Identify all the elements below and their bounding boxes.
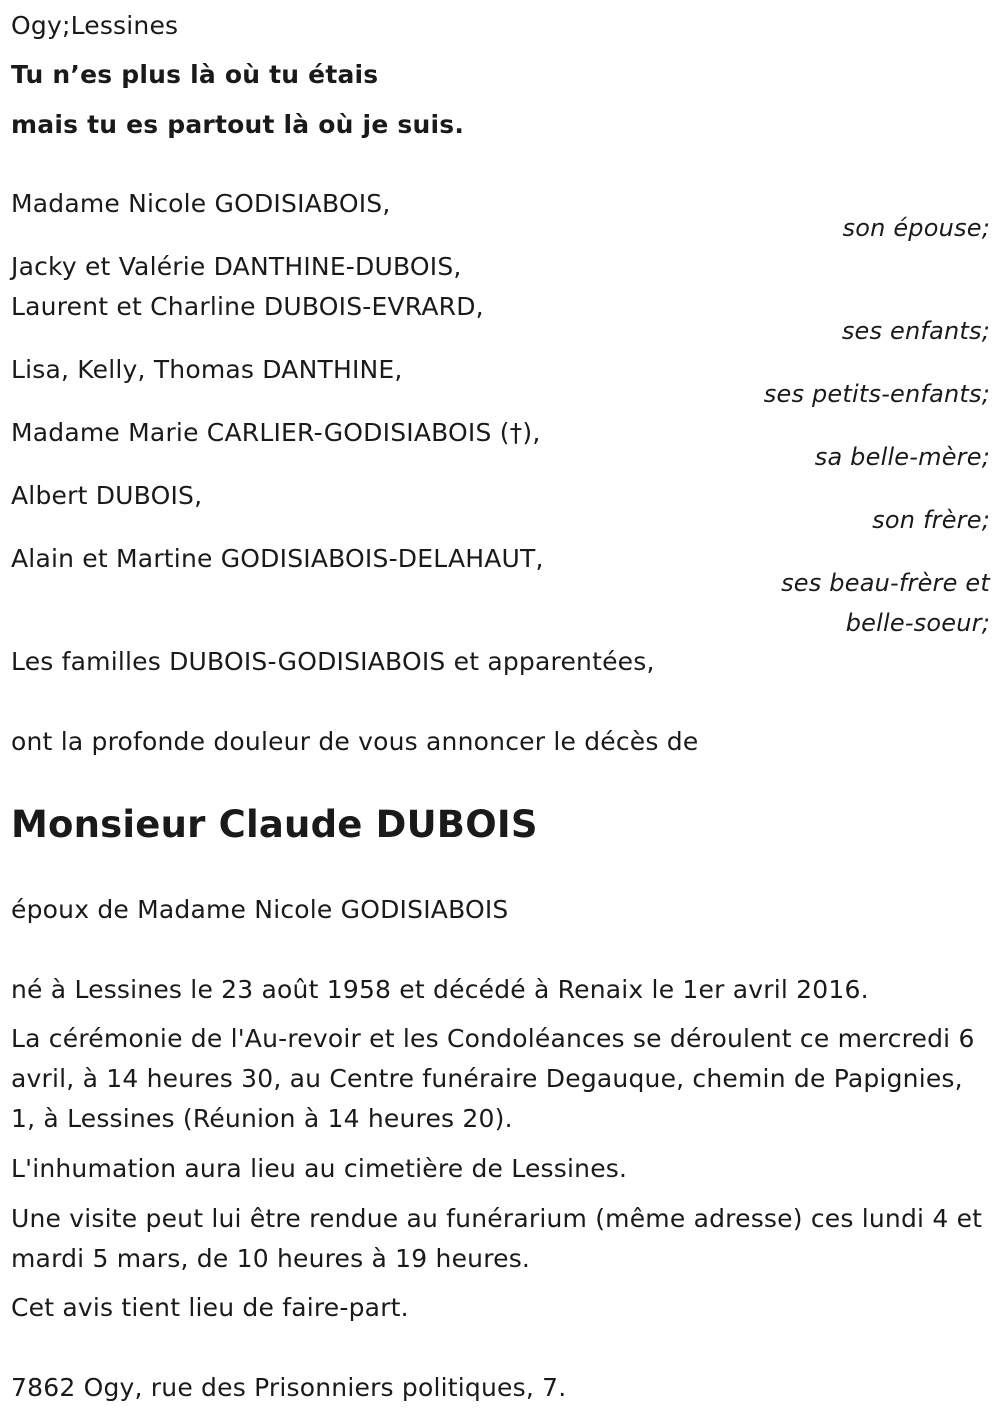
birth-death-line: né à Lessines le 23 août 1958 et décédé à Renaix le 1er avril 2016. [11,975,869,1004]
address-line: 7862 Ogy, rue des Prisonniers politiques, 7. [11,1373,567,1402]
relation-grandchildren: ses petits-enfants; [763,380,990,408]
relation-children: ses enfants; [841,317,990,345]
family-name-in-laws: Alain et Martine GODISIABOIS-DELAHAUT, [11,544,544,573]
announcement: ont la profonde douleur de vous annoncer le décès de [11,727,699,756]
family-name-grandchildren: Lisa, Kelly, Thomas DANTHINE, [11,355,403,384]
family-name-brother: Albert DUBOIS, [11,481,203,510]
visit-paragraph: Une visite peut lui être rendue au funérarium (même adresse) ces lundi 4 et mardi 5 mars, de 10 heures à 19 heures. [11,1204,983,1273]
relation-in-laws-1: ses beau-frère et [781,569,990,597]
relation-mother-in-law: sa belle-mère; [814,443,990,471]
notice-line: Cet avis tient lieu de faire-part. [11,1293,409,1322]
poem-line-2: mais tu es partout là où je suis. [11,110,465,139]
family-name-spouse: Madame Nicole GODISIABOIS, [11,189,391,218]
place-line: Ogy;Lessines [11,11,179,40]
ceremony-paragraph: La cérémonie de l'Au-revoir et les Condoléances se déroulent ce mercredi 6 avril, à 14 heures 30, au Centre funéraire Degauque, chemin de Papignies, 1, à Lessines (Réunion à 14 heures 20). [11,1024,975,1133]
relation-in-laws-2: belle-soeur; [845,609,990,637]
relation-brother: son frère; [872,506,990,534]
poem-line-1: Tu n’es plus là où tu étais [11,60,379,89]
family-name-child-1: Jacky et Valérie DANTHINE-DUBOIS, [11,252,462,281]
spouse-line: époux de Madame Nicole GODISIABOIS [11,895,509,924]
deceased-name: Monsieur Claude DUBOIS [11,803,538,846]
families-line: Les familles DUBOIS-GODISIABOIS et apparentées, [11,647,655,676]
family-name-child-2: Laurent et Charline DUBOIS-EVRARD, [11,292,484,321]
relation-spouse: son épouse; [842,214,990,242]
burial-line: L'inhumation aura lieu au cimetière de Lessines. [11,1154,628,1183]
family-name-mother-in-law: Madame Marie CARLIER-GODISIABOIS (†), [11,418,541,447]
